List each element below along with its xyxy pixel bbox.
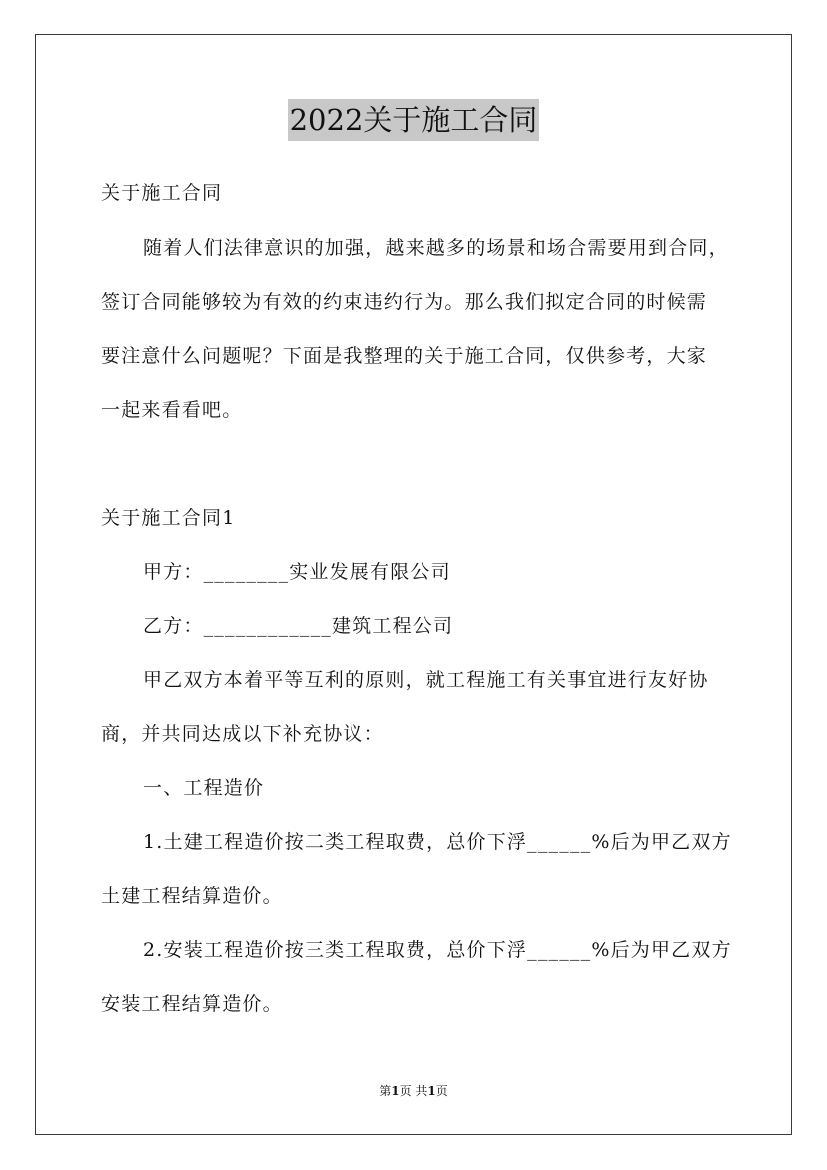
intro-line-1: 随着人们法律意识的加强，越来越多的场景和场合需要用到合同， — [143, 237, 729, 259]
footer-current-page: 1 — [391, 1084, 400, 1098]
page-footer — [0, 1083, 827, 1099]
intro-line-3: 要注意什么问题呢？下面是我整理的关于施工合同，仅供参考，大家 — [101, 345, 708, 367]
section-heading: 关于施工合同1 — [101, 507, 236, 529]
clause-2-line-1: 2.安装工程造价按三类工程取费，总价下浮______%后为甲乙双方 — [143, 939, 732, 961]
document-title: 2022关于施工合同 — [288, 99, 540, 141]
document-heading: 关于施工合同 — [101, 182, 223, 204]
clause-1-line-1: 1.土建工程造价按二类工程取费，总价下浮______%后为甲乙双方 — [143, 831, 732, 853]
title-wrap — [0, 99, 827, 141]
clause-heading: 一、工程造价 — [143, 777, 265, 799]
footer-prefix: 第 — [379, 1084, 392, 1098]
clause-2-line-2: 安装工程结算造价。 — [101, 993, 283, 1015]
intro-line-4: 一起来看看吧。 — [101, 399, 243, 421]
party-a: 甲方：________实业发展有限公司 — [143, 561, 451, 583]
footer-suffix: 页 — [435, 1084, 448, 1098]
agreement-line-2: 商，并共同达成以下补充协议： — [101, 723, 384, 745]
footer-middle: 页 共 — [399, 1084, 428, 1098]
agreement-line-1: 甲乙双方本着平等互利的原则，就工程施工有关事宜进行友好协 — [143, 669, 709, 691]
clause-1-line-2: 土建工程结算造价。 — [101, 885, 283, 907]
party-b: 乙方：____________建筑工程公司 — [143, 615, 454, 637]
footer-total-pages: 1 — [427, 1084, 436, 1098]
intro-line-2: 签订合同能够较为有效的约束违约行为。那么我们拟定合同的时候需 — [101, 291, 708, 313]
